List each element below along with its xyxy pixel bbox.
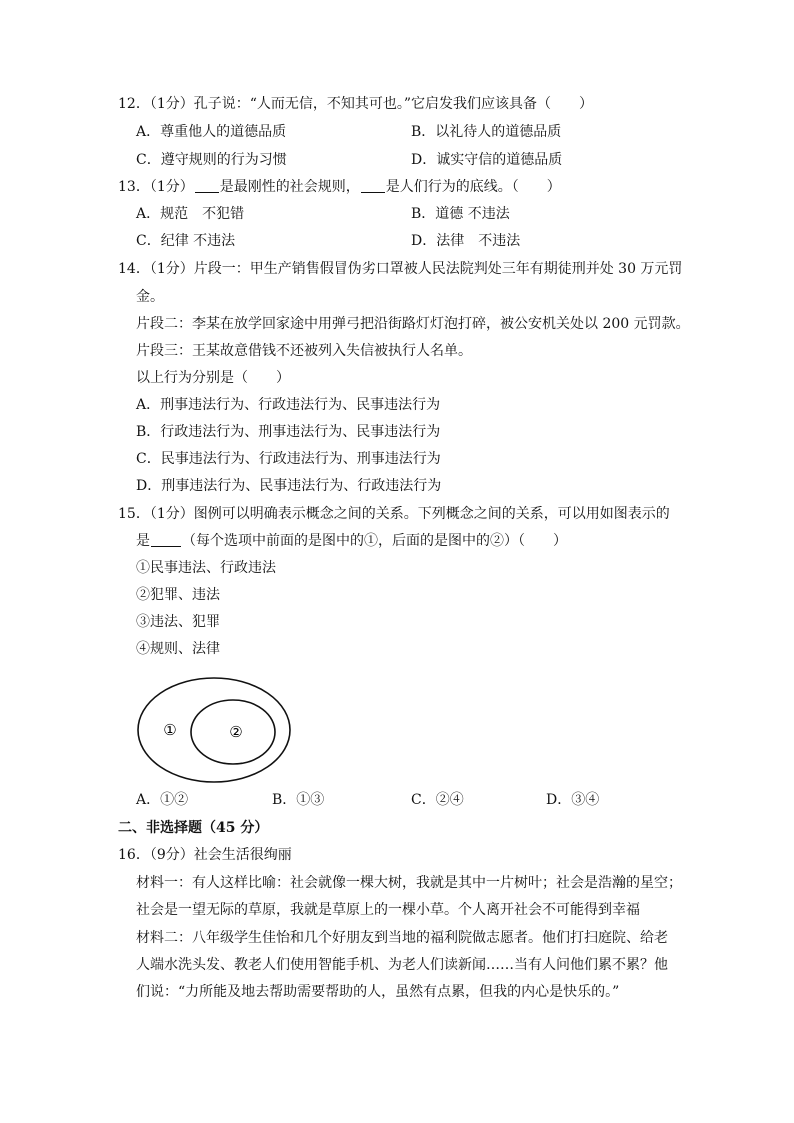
q16-stem: 16．（9分）社会生活很绚丽 [118, 847, 292, 863]
q16-material1-line1: 材料一：有人这样比喻：社会就像一棵大树，我就是其中一片树叶；社会是浩瀚的星空； [136, 875, 682, 891]
q15-line2 [136, 531, 567, 551]
q14-line5: 以上行为分别是（ ） [136, 370, 290, 386]
q13-option-c: C．纪律 不违法 [136, 233, 236, 249]
q13-stem [118, 177, 561, 197]
q14-line4: 片段三：王某故意借钱不还被列入失信被执行人名单。 [136, 343, 472, 359]
q12-option-b: B．以礼待人的道德品质 [411, 124, 562, 140]
q13-suffix: 是人们行为的底线。（ ） [385, 179, 561, 195]
q14-option-d: D．刑事违法行为、民事违法行为、行政违法行为 [136, 478, 442, 494]
q15-line2-suffix: （每个选项中前面的是图中的①，后面的是图中的②）（ ） [182, 533, 567, 549]
q14-line1: 14．（1分）片段一：甲生产销售假冒伪劣口罩被人民法院判处三年有期徒刑并处 30 万元罚 [118, 261, 683, 277]
q15-item-2: ②犯罪、违法 [136, 587, 220, 603]
q15-option-d: D．③④ [546, 792, 600, 808]
q13-prefix: 13．（1分） [118, 179, 194, 195]
q14-option-a: A．刑事违法行为、行政违法行为、民事违法行为 [136, 397, 441, 413]
q12-option-a: A．尊重他人的道德品质 [136, 124, 287, 140]
q15-option-b: B．①③ [272, 792, 325, 808]
q16-material2-line2: 人端水洗头发、教老人们使用智能手机、为老人们读新闻……当有人问他们累不累？他 [136, 957, 668, 973]
q14-line2: 金。 [136, 289, 164, 305]
q16-material2-line1: 材料二：八年级学生佳怡和几个好朋友到当地的福利院做志愿者。他们打扫庭院、给老 [136, 930, 668, 946]
q13-mid: 是最刚性的社会规则， [219, 179, 360, 195]
q15-item-4: ④规则、法律 [136, 641, 220, 657]
q15-option-a: A．①② [136, 792, 189, 808]
inner-circle-label: ② [229, 723, 243, 741]
q13-option-b: B．道德 不违法 [411, 206, 510, 222]
q15-item-1: ①民事违法、行政违法 [136, 560, 276, 576]
q14-line3: 片段二：李某在放学回家途中用弹弓把沿街路灯灯泡打碎，被公安机关处以 200 元罚款。 [136, 316, 690, 332]
q16-material1-line2: 社会是一望无际的草原，我就是草原上的一棵小草。个人离开社会不可能得到幸福 [136, 902, 640, 918]
outer-circle-label: ① [163, 721, 177, 739]
answer-blank [361, 178, 385, 193]
q13-option-a: A．规范 不犯错 [136, 206, 245, 222]
q15-line2-prefix: 是 [136, 533, 150, 549]
q15-line1: 15．（1分）图例可以明确表示概念之间的关系。下列概念之间的关系，可以用如图表示的 [118, 506, 670, 522]
q15-item-3: ③违法、犯罪 [136, 614, 220, 630]
q14-option-c: C．民事违法行为、行政违法行为、刑事违法行为 [136, 451, 441, 467]
q12-stem: 12．（1分）孔子说：“人而无信，不知其可也。”它启发我们应该具备（ ） [118, 96, 594, 112]
answer-blank [151, 532, 181, 547]
answer-blank [195, 178, 219, 193]
q16-material2-line3: 们说：“力所能及地去帮助需要帮助的人，虽然有点累，但我的内心是快乐的。” [136, 984, 620, 1000]
q14-option-b: B．行政违法行为、刑事违法行为、民事违法行为 [136, 424, 441, 440]
venn-diagram [136, 674, 296, 786]
outer-circle [138, 678, 290, 782]
q15-option-c: C．②④ [411, 792, 464, 808]
section-heading: 二、非选择题（45 分） [118, 820, 269, 836]
q12-option-c: C．遵守规则的行为习惯 [136, 152, 287, 168]
q13-option-d: D．法律 不违法 [411, 233, 521, 249]
q12-option-d: D．诚实守信的道德品质 [411, 152, 563, 168]
